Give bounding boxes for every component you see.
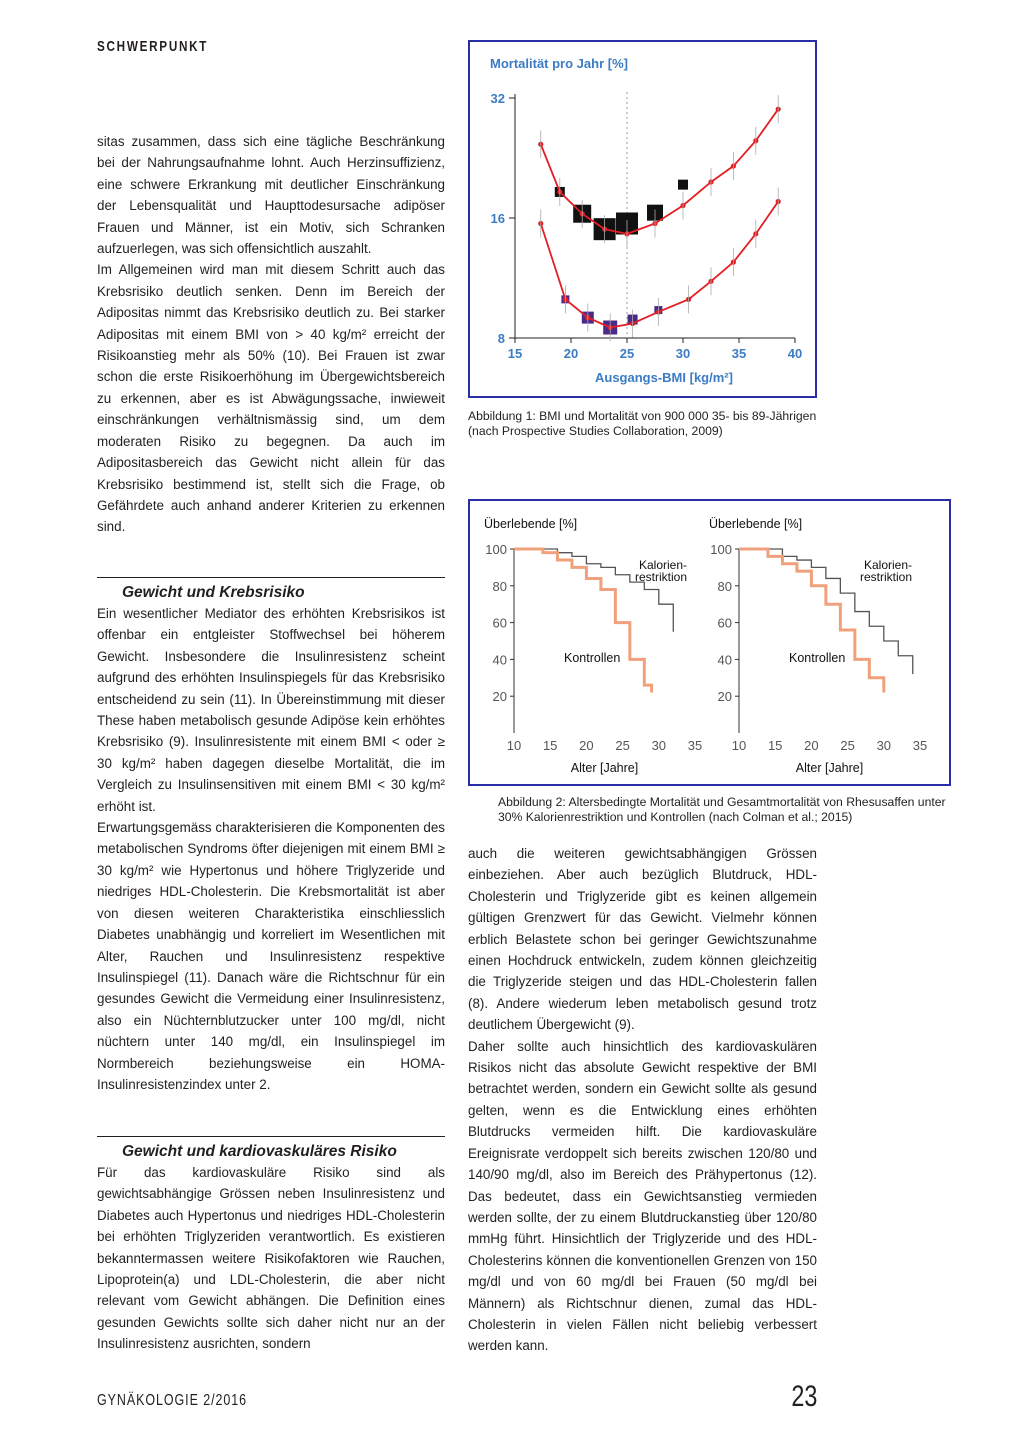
left-column-text [97, 131, 445, 538]
y-tick-label: 40 [717, 652, 732, 668]
x-axis-label: Alter [Jahre] [795, 761, 864, 775]
section-rule [97, 1136, 445, 1137]
x-tick-label: 20 [804, 738, 819, 753]
y-tick-label: 60 [717, 615, 732, 631]
y-tick-label: 80 [717, 578, 732, 594]
x-tick-label: 20 [579, 738, 594, 753]
paragraph: Erwartungsgemäss charakterisieren die Komponenten des metabolischen Syndroms öfter diejenigen mit einem BMI ≥ 30 kg/m² wie Hypertonus und höhere Triglyzeride und niedriges HDL-Cholesterin. Die Krebsmortalität ist aber von diesen weiteren Charakteristika einschliesslich Diabetes unabhängig und korreliert im Wesentlichen mit Alter, Rauchen und Insulinresistenz respektive Insulinspiegel (11). Danach wäre die Richtschnur für ein gesundes Gewicht die Vermeidung einer Insulinresistenz, also ein Nüchternblutzucker unter 100 mg/dl, nicht nüchtern unter 140 mg/dl, ein Insulinspiegel im Normbereich beziehungsweise ein HOMA-Insulinresistenzindex unter 2. [97, 820, 445, 1092]
y-tick-label: 20 [492, 689, 507, 705]
annotation-label: restriktion [634, 570, 687, 584]
section-body [97, 1162, 445, 1355]
figure-survival [468, 499, 951, 786]
x-tick-label: 25 [840, 738, 855, 753]
x-tick-label: 30 [876, 738, 892, 753]
y-tick-label: 100 [710, 542, 732, 557]
x-tick-label: 15 [507, 346, 523, 361]
journal-footer: GYNÄKOLOGIE 2/2016 [97, 1392, 248, 1409]
y-axis-label: Überlebende [%] [484, 517, 578, 531]
survival-charts [470, 501, 949, 784]
y-tick-label: 60 [492, 615, 507, 631]
survival-panel [484, 517, 702, 775]
x-tick-label: 20 [563, 346, 579, 361]
paragraph: Im Allgemeinen wird man mit diesem Schritt auch das Krebsrisiko deutlich senken. Denn im Bereich der Adipositas nimmt das Krebsrisiko deutlich zu. Bei starker Adipositas mit einem BMI von > 40 kg/m² erreicht der Risikoanstieg mehr als 50% (10). Bei Frauen ist zwar schon die erste Risikoerhöhung im Übergewichtsbereich zu erkennen, aber es ist Abwägungssache, inwieweit einschränkungen verhältnismässig sind, um dem moderaten Risiko zu begegnen. Da auch im Adipositasbereich das Gewicht nicht allein für das Krebsrisiko bestimmend ist, stellt sich die Frage, ob Gefährdete auch anhand anderer Kriterien zu erkennen sind. [97, 262, 445, 535]
section-heading: Gewicht und kardiovaskuläres Risiko [122, 1143, 397, 1160]
x-tick-label: 15 [542, 738, 558, 753]
x-tick-label: 35 [731, 346, 747, 361]
x-axis-label: Alter [Jahre] [570, 761, 639, 775]
paragraph: Ein wesentlicher Mediator des erhöhten Krebsrisikos ist offenbar ein entgleister Stoffwechsel bei höherem Gewicht. Insbesondere die Insulinresistenz scheint aufgrund des erhöhten Insulinspiegels für das Krebsrisiko entscheidend zu sein (11). In Übereinstimmung mit dieser These haben metabolisch gesunde Adipöse kein erhöhtes Krebsrisiko (9). Insulinresistente mit einem BMI < oder ≥ 30 kg/m² haben dagegen dieselbe Mortalität, die im Vergleich zu Insulinsensitiven mit einem BMI < 30 kg/m² erhöht ist. [97, 606, 445, 814]
x-tick-label: 30 [651, 738, 667, 753]
data-box [678, 180, 688, 190]
y-tick-label: 40 [492, 652, 507, 668]
figure-2-caption: Abbildung 2: Altersbedingte Mortalität und Gesamtmortalität von Rhesusaffen unter 30% Kalorienrestriktion und Kontrollen (nach Colman et al.; 2015) [498, 795, 946, 824]
y-tick-label: 16 [490, 211, 505, 226]
x-tick-label: 30 [675, 346, 691, 361]
x-tick-label: 25 [619, 346, 635, 361]
x-tick-label: 15 [767, 738, 783, 753]
y-axis-label: Mortalität pro Jahr [%] [490, 56, 628, 71]
section-cancer [97, 577, 445, 1095]
y-tick-label: 8 [497, 331, 505, 346]
x-tick-label: 35 [687, 738, 703, 753]
right-column-text [468, 843, 817, 1357]
section-body [97, 603, 445, 1095]
annotation-label: restriktion [859, 570, 912, 584]
y-tick-label: 32 [490, 91, 505, 106]
annotation-label: Kontrollen [789, 651, 846, 665]
annotation-label: Kalorien- [863, 558, 912, 572]
y-tick-label: 100 [485, 542, 507, 557]
x-axis-label: Ausgangs-BMI [kg/m²] [595, 370, 733, 385]
paragraph: sitas zusammen, dass sich eine tägliche Beschränkung bei der Nahrungsaufnahme lohnt. Auch Herzinsuffizienz, eine schwere Erkrankung mit deutlicher Einschränkung der Lebensqualität und Haupttodesursache adipöser Frauen und Männer, ist ein Motiv, sich Schranken aufzuerlegen, was sich offensichtlich auszahlt. [97, 134, 445, 257]
figure-bmi-mortality [468, 40, 817, 398]
figure-1-caption: Abbildung 1: BMI und Mortalität von 900 000 35- bis 89-Jährigen (nach Prospective Studies Collaboration, 2009) [468, 409, 817, 438]
paragraph: Für das kardiovaskuläre Risiko sind als gewichtsabhängige Grössen neben Insulinresistenz und Diabetes auch Hypertonus und niedriges HDL-Cholesterin bei erhöhten Triglyzeriden verantwortlich. Es existieren bekanntermassen weitere Risikofaktoren wie Rauchen, Lipoprotein(a) und LDL-Cholesterin, die aber nicht relevant vom Gewicht abhängen. Die Definition eines gesunden Gewichts sollte sich daher nicht nur an der Insulinresistenz ausrichten, sondern [97, 1165, 445, 1352]
section-cardio [97, 1136, 445, 1355]
section-heading: Gewicht und Krebsrisiko [122, 584, 305, 601]
y-tick-label: 20 [717, 689, 732, 705]
annotation-label: Kalorien- [638, 558, 687, 572]
y-tick-label: 80 [492, 578, 507, 594]
section-rule [97, 577, 445, 578]
survival-panel [709, 517, 927, 775]
bmi-mortality-chart [470, 42, 815, 396]
x-tick-label: 10 [731, 738, 747, 753]
y-axis-label: Überlebende [%] [709, 517, 803, 531]
annotation-label: Kontrollen [564, 651, 621, 665]
paragraph: Daher sollte auch hinsichtlich des kardiovaskulären Risikos nicht das absolute Gewicht respektive der BMI betrachtet werden, sondern ein Gewicht sollte als gesund gelten, wenn es die Entwicklung eines erhöhten Blutdrucks vermeiden hilft. Die kardiovaskuläre Ereignisrate verdoppelt sich bereits zwischen 120/80 und 140/90 mg/dl, also im Bereich des Prähypertonus (12). Das bedeutet, dass ein Gewichtsanstieg vermieden werden sollte, der zu einem Blutdruckanstieg über 120/80 mmHg führt. Hinsichtlich der Triglyzeride und des HDL-Cholesterins können die konventionellen Grenzen von 150 mg/dl und von 60 mg/dl bei Frauen (50 mg/dl bei Männern) als Richtschnur dienen, zumal das HDL-Cholesterin in vielen Fällen nicht beliebig verbessert werden kann. [468, 1038, 817, 1354]
running-head: SCHWERPUNKT [97, 38, 209, 55]
x-tick-label: 10 [506, 738, 522, 753]
x-tick-label: 35 [912, 738, 928, 753]
page-number: 23 [790, 1380, 817, 1413]
x-tick-label: 25 [615, 738, 630, 753]
chart-markers [555, 180, 688, 335]
x-tick-label: 40 [787, 346, 803, 361]
control-curve [514, 549, 652, 693]
paragraph: auch die weiteren gewichtsabhängigen Grössen einbeziehen. Aber auch bezüglich Blutdruck, HDL-Cholesterin und Triglyzeride gibt es keinen allgemein gültigen Grenzwert für das Gewicht. Vielmehr können erblich Belastete schon bei geringer Gewichtszunahme einen Hochdruck entwickeln, zudem können gleichzeitig die Triglyzeride steigen und das HDL-Cholesterin fallen (8). Andere wiederum leben metabolisch gesund trotz deutlichem Übergewicht (9). [468, 846, 817, 1033]
